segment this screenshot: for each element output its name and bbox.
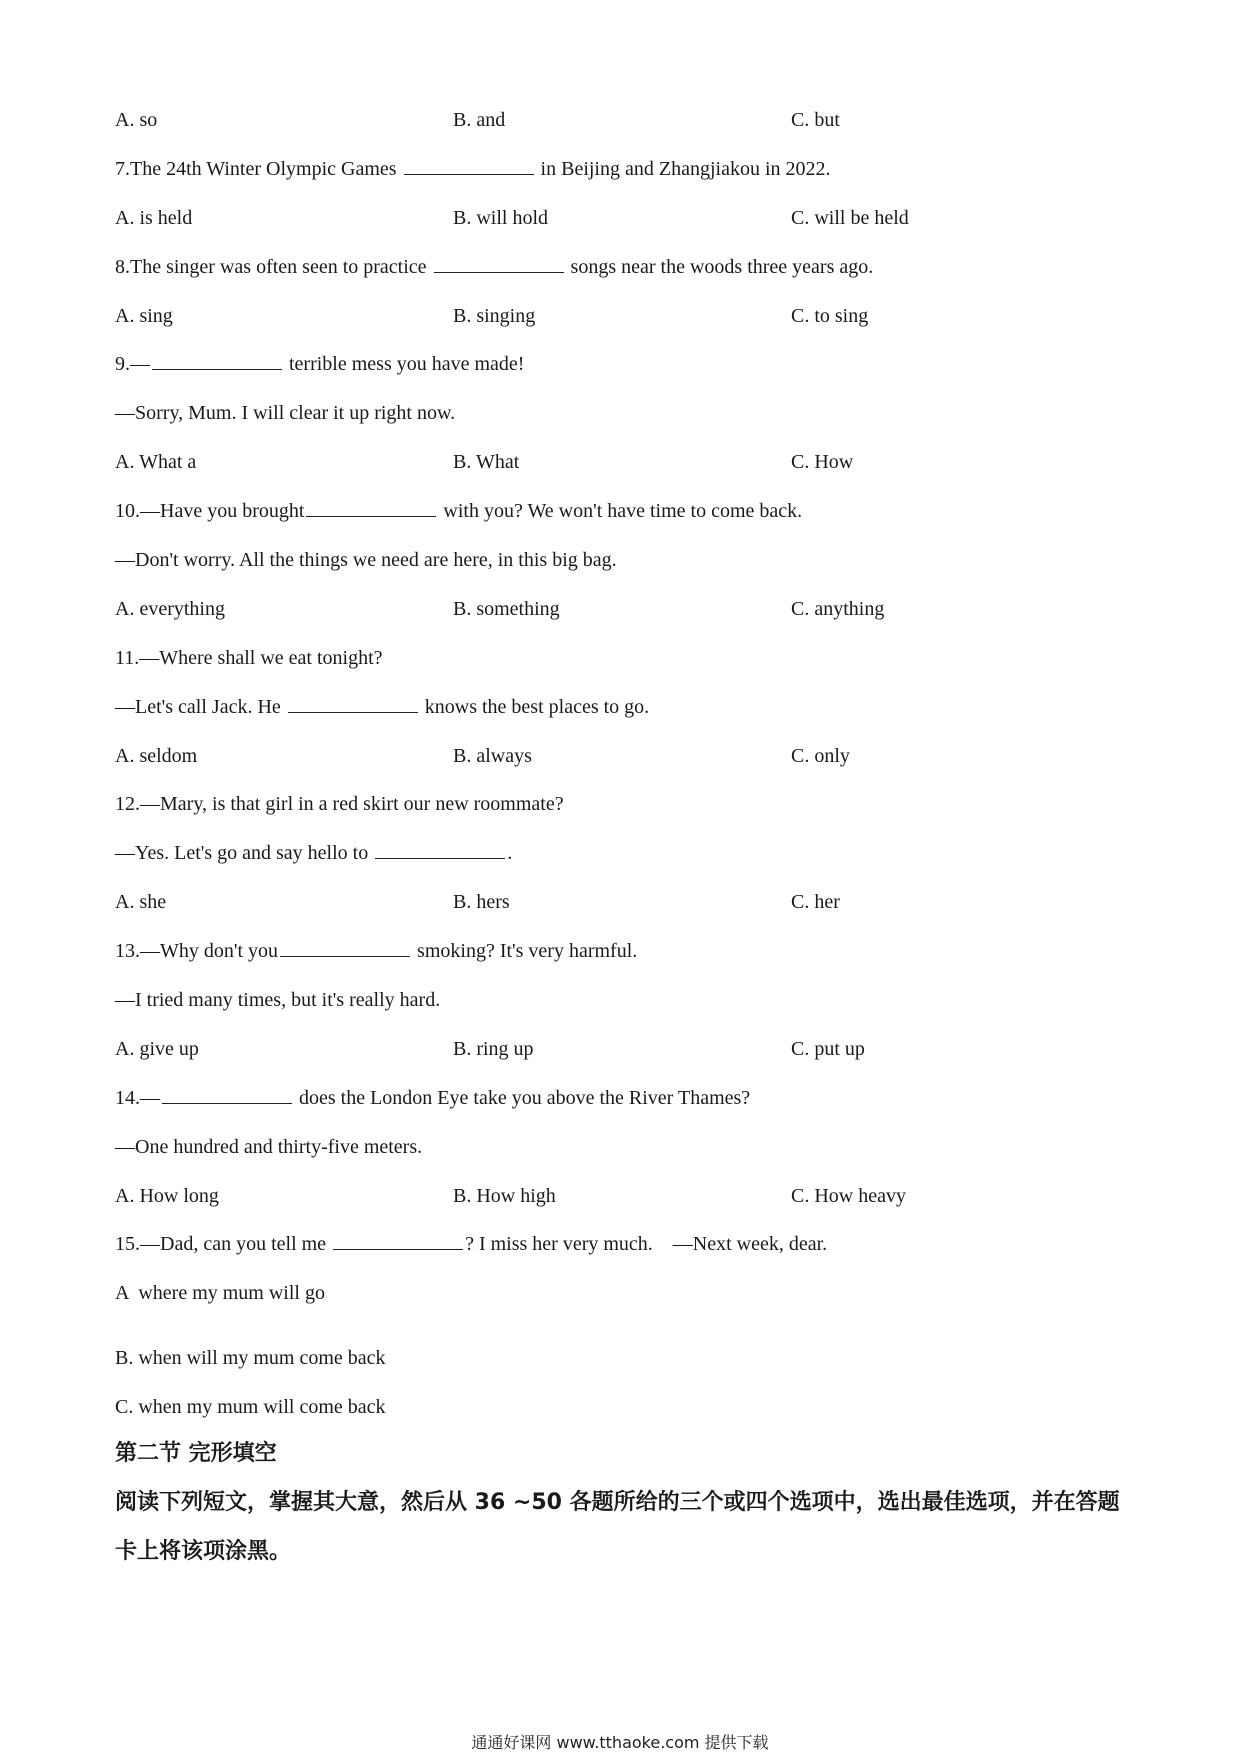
q8-blank (434, 254, 564, 273)
q9-option-b: B. What (453, 451, 520, 473)
q13-stem: 13.—Why don't you smoking? It's very harmful. (115, 940, 638, 962)
q9-reply: —Sorry, Mum. I will clear it up right now. (115, 402, 456, 424)
q12-stem: —Yes. Let's go and say hello to . (115, 842, 513, 864)
section-title: 第二节 完形填空 (115, 1441, 277, 1466)
q15-option-c: C. when my mum will come back (115, 1396, 386, 1418)
q13-option-b: B. ring up (453, 1038, 534, 1060)
q7-option-b: B. will hold (453, 207, 549, 229)
q9-blank (152, 351, 282, 370)
section-instruction: 阅读下列短文，掌握其大意，然后从 36 ~50 各题所给的三个或四个选项中，选出最佳选项，并在答题卡上将该项涂黑。 (115, 1490, 1120, 1564)
q14-blank (162, 1085, 292, 1104)
q11-option-a: A. seldom (115, 745, 198, 767)
q11-question: 11.—Where shall we eat tonight? (115, 647, 383, 669)
q13-option-c: C. put up (791, 1038, 865, 1060)
q15-stem: 15.—Dad, can you tell me ? I miss her very much. —Next week, dear. (115, 1233, 828, 1255)
q10-option-c: C. anything (791, 598, 885, 620)
q13-option-a: A. give up (115, 1038, 199, 1060)
q15-option-b: B. when will my mum come back (115, 1347, 386, 1369)
q13-reply: —I tried many times, but it's really hard. (115, 989, 441, 1011)
q11-option-b: B. always (453, 745, 532, 767)
q15-blank (333, 1231, 463, 1250)
q8-option-a: A. sing (115, 305, 173, 327)
page-footer: 通通好课网 www.tthaoke.com 提供下载 (471, 1733, 769, 1752)
q12-blank (375, 840, 505, 859)
q14-reply: —One hundred and thirty-five meters. (115, 1136, 423, 1158)
q14-option-b: B. How high (453, 1185, 556, 1207)
q7-stem: 7.The 24th Winter Olympic Games in Beijing and Zhangjiakou in 2022. (115, 158, 831, 180)
q10-blank (306, 498, 436, 517)
q14-option-c: C. How heavy (791, 1185, 906, 1207)
q13-blank (280, 938, 410, 957)
q12-question: 12.—Mary, is that girl in a red skirt our new roommate? (115, 793, 564, 815)
q10-option-a: A. everything (115, 598, 225, 620)
q8-option-c: C. to sing (791, 305, 869, 327)
q10-option-b: B. something (453, 598, 560, 620)
q15-option-a: A where my mum will go (115, 1282, 325, 1304)
q10-reply: —Don't worry. All the things we need are here, in this big bag. (115, 549, 617, 571)
q7-option-c: C. will be held (791, 207, 909, 229)
q14-option-a: A. How long (115, 1185, 219, 1207)
q10-stem: 10.—Have you brought with you? We won't have time to come back. (115, 500, 803, 522)
q9-stem: 9.— terrible mess you have made! (115, 353, 525, 375)
q11-stem: —Let's call Jack. He knows the best places to go. (115, 696, 650, 718)
q8-stem: 8.The singer was often seen to practice songs near the woods three years ago. (115, 256, 874, 278)
q12-option-a: A. she (115, 891, 167, 913)
q9-option-c: C. How (791, 451, 854, 473)
q12-option-c: C. her (791, 891, 840, 913)
q8-option-b: B. singing (453, 305, 536, 327)
q11-option-c: C. only (791, 745, 850, 767)
q6-option-b: B. and (453, 109, 506, 131)
q6-option-a: A. so (115, 109, 158, 131)
q6-option-c: C. but (791, 109, 840, 131)
q12-option-b: B. hers (453, 891, 510, 913)
q11-blank (288, 694, 418, 713)
q7-option-a: A. is held (115, 207, 193, 229)
q14-stem: 14.— does the London Eye take you above the River Thames? (115, 1087, 751, 1109)
q9-option-a: A. What a (115, 451, 197, 473)
q7-blank (404, 156, 534, 175)
